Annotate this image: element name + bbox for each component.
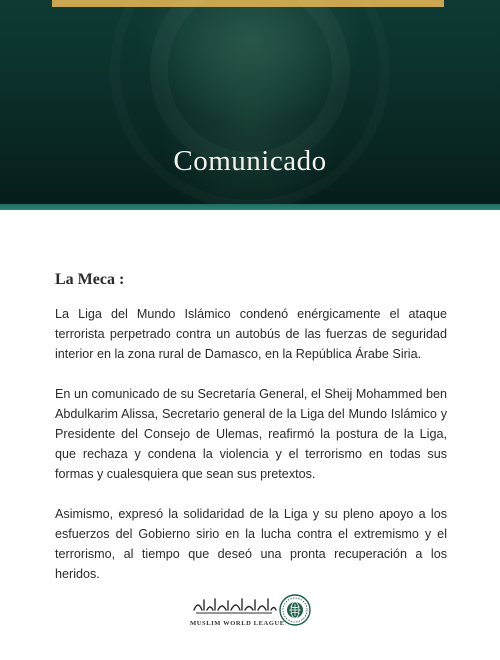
header-banner (0, 0, 500, 206)
paragraph-1: La Liga del Mundo Islámico condenó enérgicamente el ataque terrorista perpetrado contra un autobús de las fuerzas de seguridad interior en la zona rural de Damasco, en la República Árabe Siria. (55, 307, 447, 361)
paragraph-2: En un comunicado de su Secretaría General, el Sheij Mohammed ben Abdulkarim Alissa, Secretario general de la Liga del Mundo Islámico y Presidente del Consejo de Ulemas, reafirmó la postura de la Liga, que rechaza y condena la violencia y el terrorismo en todas sus formas y cualesquiera que sean sus pretextos. (55, 387, 447, 481)
page-title: Comunicado (173, 145, 327, 177)
logo-arabic-calligraphy (192, 596, 277, 616)
header-divider (0, 204, 500, 210)
mwl-emblem-icon (279, 594, 311, 626)
statement-body (55, 304, 447, 604)
logo-english-name: MUSLIM WORLD LEAGUE (190, 620, 285, 627)
dateline-place: La Meca : (55, 271, 125, 288)
paragraph-3: Asimismo, expresó la solidaridad de la Liga y su pleno apoyo a los esfuerzos del Gobierno sirio en la lucha contra el extremismo y el terrorismo, al tiempo que deseó una pronta recuperación a los heridos. (55, 507, 447, 581)
mwl-logo (0, 594, 500, 634)
